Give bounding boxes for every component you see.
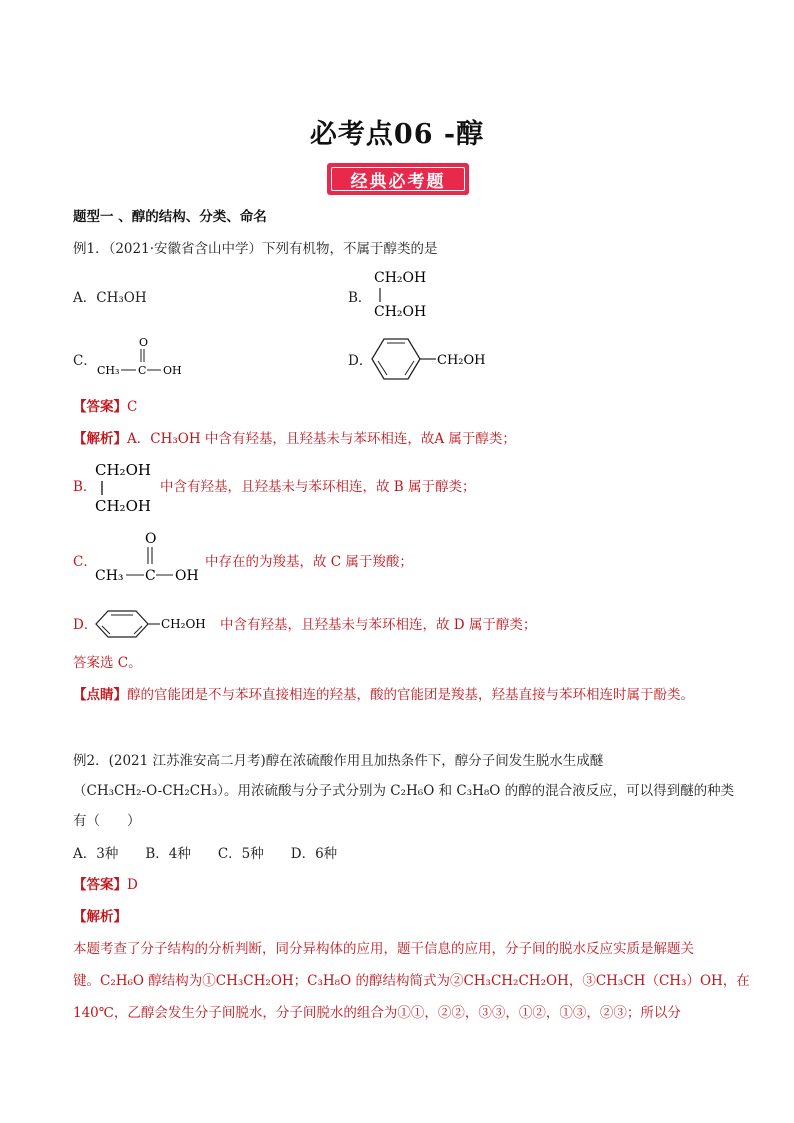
acid-oxygen: O [139, 336, 149, 349]
analysis-tag: 【解析】 [73, 431, 127, 447]
example2-stem-line1: 例2．(2021 江苏淮安高二月考)醇在浓硫酸作用且加热条件下，醇分子间发生脱水生成醚 [73, 753, 604, 769]
analysis-acid-methyl: CH₃ [95, 568, 124, 584]
benzyl-group: CH₂OH [437, 353, 486, 368]
banner-badge [327, 163, 469, 195]
example1-option-c-label: C． [73, 353, 97, 369]
point-tag: 【点睛】 [73, 687, 127, 703]
analysis-b-glycol-structure [93, 455, 163, 519]
analysis-b-label: B． [73, 479, 97, 495]
analysis-c-acid-structure [93, 528, 208, 584]
example2-analysis-tag [73, 908, 127, 926]
answer-tag: 【答案】 [73, 399, 127, 415]
analysis-c-label: C． [73, 554, 97, 570]
example2-options: A．3种 B．4种 C．5种 D．6种 [73, 846, 338, 862]
glycol-top-group: CH₂OH [374, 270, 427, 286]
analysis-glycol-bottom: CH₂OH [95, 497, 151, 515]
example2-stem-line3: 有（ ） [73, 813, 141, 829]
glycol-bottom-group: CH₂OH [374, 304, 427, 320]
analysis-a-text: A．CH₃OH 中含有羟基，且羟基未与苯环相连，故A 属于醇类； [127, 431, 516, 447]
analysis-benzyl-group: CH₂OH [161, 617, 206, 631]
example2-answer [73, 876, 138, 894]
section-heading: 题型一 、醇的结构、分类、命名 [73, 209, 267, 225]
page-title: 必考点06 -醇 [309, 119, 485, 150]
analysis-benzene-double-3 [102, 626, 110, 634]
benzene-double-3 [378, 361, 387, 375]
acid-carbon: C [138, 364, 147, 377]
analysis-acid-hydroxyl: OH [175, 568, 199, 584]
option-b-ethylene-glycol-structure [370, 264, 460, 324]
example1-answer [73, 398, 137, 416]
analysis-b-text: 中含有羟基，且羟基未与苯环相连，故 B 属于醇类； [160, 479, 476, 495]
analysis-c-text: 中存在的为羧基，故 C 属于羧酸； [205, 554, 413, 570]
analysis-d-text: 中含有羟基，且羟基未与苯环相连，故 D 属于醇类； [220, 617, 537, 633]
example2-stem-line2: （CH₃CH₂-O-CH₂CH₃）。用浓硫酸与分子式分别为 C₂H₆O 和 C₃H₈O 的醇的混合液反应，可以得到醚的种类 [73, 783, 735, 799]
ex2-analysis-tag: 【解析】 [73, 909, 127, 925]
example1-option-b-label: B． [348, 290, 372, 306]
benzene-double-2 [405, 361, 414, 375]
answer-value: C [127, 399, 138, 415]
ex2-answer-tag: 【答案】 [73, 877, 127, 893]
example1-option-d-label: D． [348, 353, 373, 369]
example2-analysis-line3: 140℃，乙醇会发生分子间脱水，分子间脱水的组合为①①，②②，③③，①②，①③，②③；所以分 [73, 1005, 681, 1021]
option-d-benzyl-alcohol-structure [370, 334, 490, 384]
analysis-benzene-double-2 [134, 626, 142, 634]
analysis-acid-carbon: C [145, 568, 156, 584]
analysis-acid-oxygen: O [145, 531, 157, 547]
option-c-acetic-acid-structure [95, 334, 195, 382]
example1-option-a: A．CH₃OH [73, 290, 147, 306]
analysis-d-benzyl-structure [94, 609, 219, 641]
example1-conclusion: 答案选 C。 [73, 655, 142, 671]
acid-methyl: CH₃ [97, 364, 120, 377]
example1-analysis-a [73, 430, 516, 448]
example2-analysis-line1: 本题考查了分子结构的分析判断，同分异构体的应用，题干信息的应用，分子间的脱水反应实质是解题关 [73, 941, 694, 957]
point-text: 醇的官能团是不与苯环直接相连的羟基，酸的官能团是羧基，羟基直接与苯环相连时属于酚类。 [127, 687, 694, 703]
ex2-answer-value: D [127, 877, 138, 893]
benzene-ring [372, 339, 420, 379]
banner-text: 经典必考题 [331, 167, 465, 191]
analysis-glycol-top: CH₂OH [95, 461, 151, 479]
example1-stem: 例1．（2021·安徽省含山中学）下列有机物，不属于醇类的是 [73, 241, 438, 257]
example2-analysis-line2: 键。C₂H₆O 醇结构为①CH₃CH₂OH；C₃H₈O 的醇结构简式为②CH₃CH₂CH₂OH，③CH₃CH（CH₃）OH，在 [73, 973, 750, 989]
example1-point [73, 686, 694, 704]
analysis-d-label: D． [73, 617, 98, 633]
acid-hydroxyl: OH [163, 364, 182, 377]
